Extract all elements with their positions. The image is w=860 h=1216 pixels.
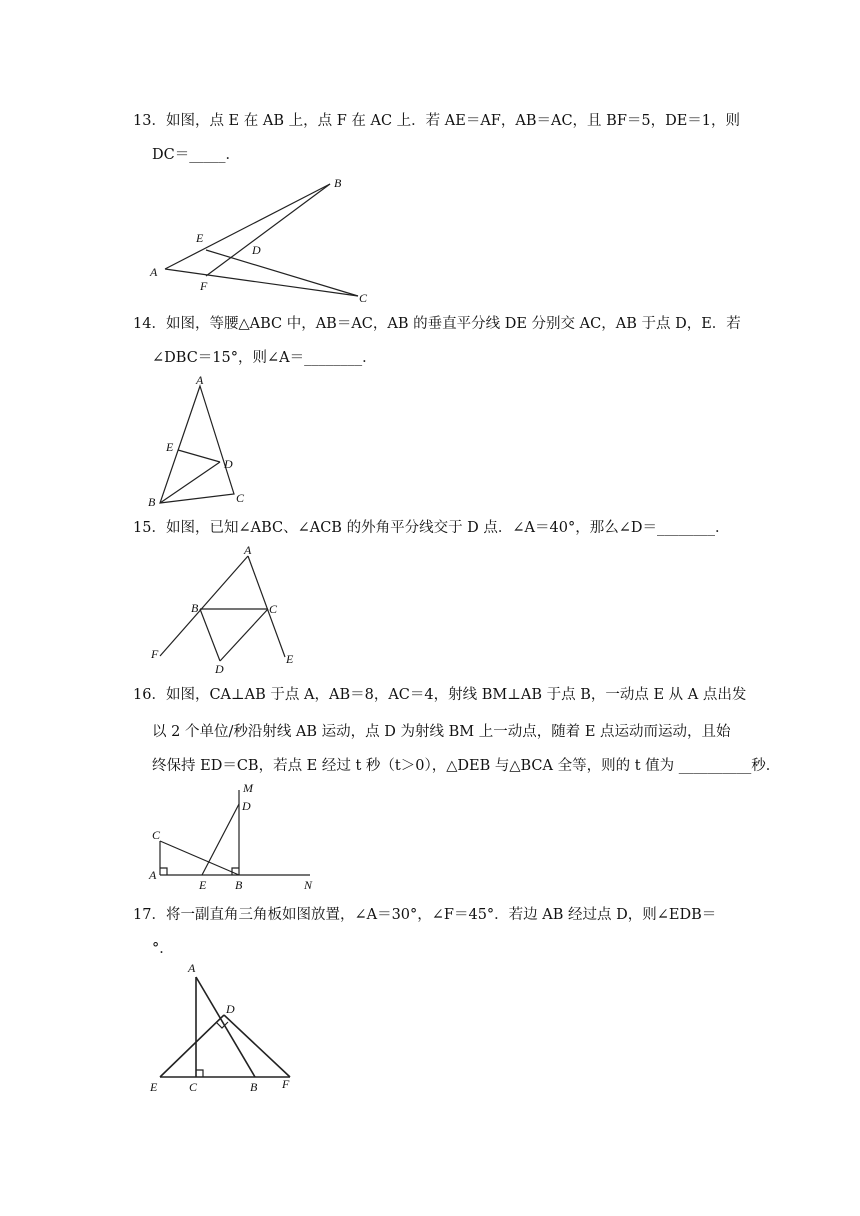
q17-label-E: E (150, 1080, 158, 1094)
q17-figure (140, 958, 310, 1098)
q16-label-C: C (152, 828, 161, 842)
q16-label-D: D (242, 799, 251, 813)
q17-text-line2: °． (152, 941, 174, 957)
q17-label-C: C (189, 1080, 198, 1094)
q13-label-A: A (150, 265, 158, 279)
q15-figure (140, 542, 310, 677)
q17-label-F: F (282, 1077, 290, 1091)
q16-text-line2: 以 2 个单位/秒沿射线 AB 运动，点 D 为射线 BM 上一动点，随着 E 点运动而运动，且始 (152, 724, 731, 740)
q13-label-F: F (200, 279, 208, 293)
q15-text-line1: 15．如图，已知∠ABC、∠ACB 的外角平分线交于 D 点．∠A＝40°，那么∠D＝________． (133, 520, 730, 536)
q16-text-line1: 16．如图，CA⊥AB 于点 A，AB＝8，AC＝4，射线 BM⊥AB 于点 B，一动点 E 从 A 点出发 (133, 687, 747, 703)
q15-label-F: F (151, 647, 159, 661)
q13-label-D: D (252, 243, 261, 257)
q16-label-E: E (199, 878, 207, 892)
q16-label-N: N (304, 878, 313, 892)
q14-text-line1: 14．如图，等腰△ABC 中，AB＝AC，AB 的垂直平分线 DE 分别交 AC，AB 于点 D，E．若 (133, 316, 741, 332)
q13-label-E: E (196, 231, 204, 245)
q14-text-line2: ∠DBC＝15°，则∠A＝________． (152, 350, 377, 366)
q16-label-M: M (243, 781, 253, 795)
q14-label-A: A (196, 373, 204, 387)
q16-label-A: A (149, 868, 157, 882)
q13-label-C: C (359, 291, 368, 305)
q16-figure (140, 780, 330, 895)
q13-text-line1: 13．如图，点 E 在 AB 上，点 F 在 AC 上．若 AE＝AF，AB＝AC，且 BF＝5，DE＝1，则 (133, 113, 741, 129)
q16-label-B: B (235, 878, 243, 892)
q16-text-line3: 终保持 ED＝CB，若点 E 经过 t 秒（t＞0），△DEB 与△BCA 全等，则的 t 值为 __________秒． (152, 758, 781, 774)
q17-label-A: A (188, 961, 196, 975)
q14-figure (140, 372, 260, 512)
q14-label-E: E (166, 440, 174, 454)
q15-label-B: B (191, 601, 199, 615)
q15-label-C: C (269, 602, 278, 616)
q13-figure (140, 168, 380, 308)
q15-label-E: E (286, 652, 294, 666)
q17-text-line1: 17．将一副直角三角板如图放置，∠A＝30°，∠F＝45°．若边 AB 经过点 D，则∠EDB＝ (133, 907, 717, 923)
q17-label-B: B (250, 1080, 258, 1094)
q13-text-line2: DC＝_____． (152, 147, 240, 163)
q14-label-C: C (236, 491, 245, 505)
q15-label-D: D (215, 662, 224, 676)
q14-label-B: B (148, 495, 156, 509)
q17-label-D: D (226, 1002, 235, 1016)
q15-label-A: A (244, 543, 252, 557)
q13-label-B: B (334, 176, 342, 190)
q14-label-D: D (224, 457, 233, 471)
